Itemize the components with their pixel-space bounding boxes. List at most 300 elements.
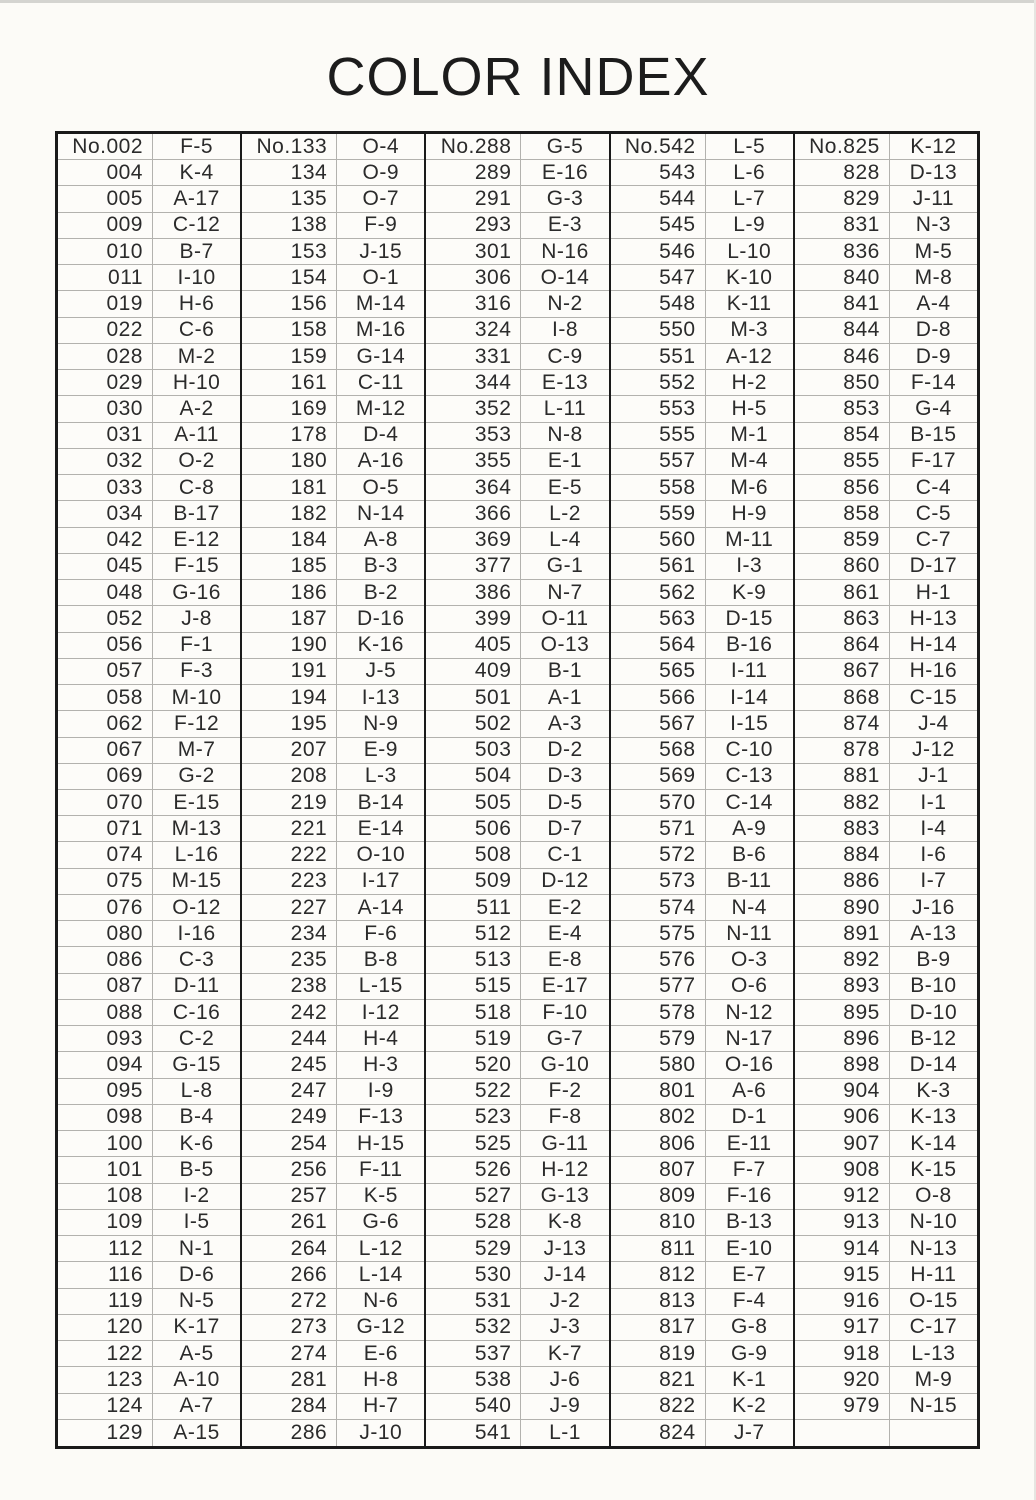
table-row bbox=[611, 738, 793, 764]
color-number: 811 bbox=[611, 1236, 706, 1261]
table-row bbox=[611, 1420, 793, 1446]
table-row bbox=[58, 790, 240, 816]
color-number: 087 bbox=[58, 974, 153, 999]
color-number: 101 bbox=[58, 1157, 153, 1182]
table-row bbox=[426, 1367, 608, 1393]
table-row bbox=[611, 423, 793, 449]
index-column-1 bbox=[58, 134, 242, 1446]
color-number: 120 bbox=[58, 1315, 153, 1340]
color-number: 331 bbox=[426, 344, 521, 369]
color-number: 112 bbox=[58, 1236, 153, 1261]
color-number: 918 bbox=[795, 1341, 890, 1366]
color-number: 912 bbox=[795, 1184, 890, 1209]
color-number: 916 bbox=[795, 1289, 890, 1314]
table-row bbox=[426, 370, 608, 396]
grid-code: B-12 bbox=[910, 1026, 957, 1050]
table-row bbox=[426, 265, 608, 291]
table-row bbox=[58, 580, 240, 606]
grid-code: B-3 bbox=[363, 554, 398, 578]
color-number: 878 bbox=[795, 738, 890, 763]
color-number: 186 bbox=[242, 580, 337, 605]
table-row bbox=[795, 842, 977, 868]
color-number: 572 bbox=[611, 842, 706, 867]
grid-code: K-12 bbox=[910, 134, 957, 158]
grid-code: A-10 bbox=[173, 1367, 220, 1391]
color-number: 564 bbox=[611, 633, 706, 658]
grid-code: K-3 bbox=[916, 1079, 951, 1103]
table-row bbox=[611, 659, 793, 685]
grid-code: K-7 bbox=[547, 1341, 583, 1365]
grid-code: B-9 bbox=[916, 948, 951, 972]
table-row bbox=[611, 239, 793, 265]
color-number: 867 bbox=[795, 659, 890, 684]
grid-code: G-2 bbox=[178, 764, 215, 788]
table-row bbox=[611, 160, 793, 186]
grid-code: D-15 bbox=[725, 606, 773, 630]
grid-code: L-9 bbox=[733, 213, 766, 237]
table-row bbox=[426, 501, 608, 527]
color-number: 544 bbox=[611, 186, 706, 211]
color-number: 057 bbox=[58, 659, 153, 684]
table-row bbox=[58, 738, 240, 764]
color-number: 108 bbox=[58, 1184, 153, 1209]
table-row bbox=[795, 790, 977, 816]
color-number: 256 bbox=[242, 1157, 337, 1182]
table-row bbox=[611, 449, 793, 475]
color-number: 522 bbox=[426, 1079, 521, 1104]
grid-code: L-1 bbox=[549, 1420, 581, 1444]
table-row bbox=[242, 423, 424, 449]
grid-code: O-6 bbox=[730, 974, 768, 998]
grid-code: A-12 bbox=[726, 344, 773, 368]
grid-code: L-15 bbox=[358, 974, 403, 998]
table-row bbox=[611, 711, 793, 737]
color-number: 874 bbox=[795, 711, 890, 736]
grid-code: J-10 bbox=[359, 1420, 403, 1444]
table-row bbox=[611, 134, 793, 160]
grid-code: N-5 bbox=[178, 1289, 215, 1313]
grid-code: H-1 bbox=[915, 580, 952, 604]
grid-code: D-17 bbox=[909, 554, 958, 578]
table-row bbox=[795, 895, 977, 921]
table-row bbox=[58, 1289, 240, 1315]
table-row bbox=[242, 580, 424, 606]
table-row bbox=[426, 1000, 608, 1026]
color-number: 546 bbox=[611, 239, 706, 264]
grid-code: M-11 bbox=[725, 528, 774, 552]
grid-code: B-4 bbox=[179, 1105, 214, 1129]
grid-code: O-2 bbox=[178, 449, 215, 473]
color-number: 180 bbox=[242, 449, 337, 474]
table-row bbox=[426, 396, 608, 422]
color-number: 545 bbox=[611, 213, 706, 238]
grid-code: B-15 bbox=[910, 423, 957, 447]
table-row bbox=[242, 1289, 424, 1315]
grid-code: E-10 bbox=[726, 1236, 773, 1260]
table-row bbox=[58, 842, 240, 868]
grid-code: L-11 bbox=[543, 397, 587, 420]
color-number: 029 bbox=[58, 370, 153, 395]
grid-code: K-2 bbox=[732, 1394, 767, 1418]
grid-code: L-14 bbox=[358, 1262, 403, 1286]
color-number: 052 bbox=[58, 606, 153, 631]
color-number: 070 bbox=[58, 790, 153, 815]
color-number: 550 bbox=[611, 318, 706, 343]
color-number: 506 bbox=[426, 816, 521, 841]
grid-code: A-17 bbox=[173, 187, 220, 211]
color-number: 161 bbox=[242, 370, 337, 395]
grid-code: A-6 bbox=[732, 1079, 767, 1103]
table-row bbox=[58, 265, 240, 291]
table-row bbox=[611, 1131, 793, 1157]
color-number: 098 bbox=[58, 1105, 153, 1130]
grid-code: F-16 bbox=[726, 1184, 772, 1208]
table-row bbox=[426, 842, 608, 868]
table-row bbox=[426, 1131, 608, 1157]
table-row bbox=[242, 554, 424, 580]
grid-code: J-15 bbox=[359, 239, 403, 263]
grid-code: B-14 bbox=[357, 790, 404, 814]
color-number: 858 bbox=[795, 501, 890, 526]
color-number: 531 bbox=[426, 1289, 521, 1314]
grid-code: M-14 bbox=[355, 292, 406, 316]
grid-code: A-15 bbox=[173, 1420, 220, 1444]
color-number: 895 bbox=[795, 1000, 890, 1025]
color-number: 238 bbox=[242, 974, 337, 999]
table-row bbox=[611, 265, 793, 291]
color-number: 221 bbox=[242, 816, 337, 841]
color-number: 532 bbox=[426, 1315, 521, 1340]
grid-code: B-16 bbox=[726, 633, 773, 657]
table-row bbox=[795, 738, 977, 764]
grid-code: K-15 bbox=[910, 1157, 957, 1181]
grid-code: F-6 bbox=[364, 921, 398, 945]
grid-code: O-16 bbox=[724, 1053, 774, 1076]
grid-code: H-16 bbox=[909, 659, 958, 683]
grid-code: L-10 bbox=[727, 239, 772, 263]
grid-code: H-5 bbox=[731, 397, 767, 420]
color-number: 019 bbox=[58, 291, 153, 316]
grid-code: K-9 bbox=[732, 580, 767, 604]
table-row bbox=[58, 1026, 240, 1052]
grid-code: D-16 bbox=[357, 606, 405, 630]
table-row bbox=[795, 528, 977, 554]
table-row bbox=[426, 423, 608, 449]
color-number: 512 bbox=[426, 921, 521, 946]
table-row bbox=[58, 291, 240, 317]
color-number: 817 bbox=[611, 1315, 706, 1340]
table-row bbox=[795, 711, 977, 737]
color-number: 860 bbox=[795, 554, 890, 579]
table-row bbox=[426, 659, 608, 685]
table-row bbox=[426, 449, 608, 475]
color-number: 841 bbox=[795, 291, 890, 316]
grid-code: M-16 bbox=[355, 318, 406, 342]
table-row bbox=[611, 1262, 793, 1288]
table-row bbox=[426, 869, 608, 895]
color-number: 886 bbox=[795, 869, 890, 894]
color-number: 864 bbox=[795, 633, 890, 658]
table-row bbox=[58, 239, 240, 265]
grid-code: N-8 bbox=[547, 423, 583, 447]
grid-code: A-8 bbox=[363, 528, 398, 552]
grid-code: G-13 bbox=[540, 1184, 590, 1208]
color-number bbox=[795, 1420, 890, 1446]
table-row bbox=[611, 186, 793, 212]
scan-edge-top bbox=[0, 0, 1036, 3]
color-number: 566 bbox=[611, 685, 706, 710]
color-number: 822 bbox=[611, 1394, 706, 1419]
table-row bbox=[242, 501, 424, 527]
table-row bbox=[795, 1420, 977, 1446]
color-number: 509 bbox=[426, 869, 521, 894]
table-row bbox=[611, 291, 793, 317]
color-number: 571 bbox=[611, 816, 706, 841]
grid-code: I-16 bbox=[177, 921, 216, 945]
table-row bbox=[611, 685, 793, 711]
table-row bbox=[795, 1052, 977, 1078]
grid-code: A-1 bbox=[547, 685, 583, 709]
color-number: 563 bbox=[611, 606, 706, 631]
table-row bbox=[611, 816, 793, 842]
table-row bbox=[611, 974, 793, 1000]
color-number: 184 bbox=[242, 528, 337, 553]
color-number: 272 bbox=[242, 1289, 337, 1314]
table-row bbox=[426, 685, 608, 711]
color-number: 274 bbox=[242, 1341, 337, 1366]
color-number: 254 bbox=[242, 1131, 337, 1156]
grid-code: D-5 bbox=[547, 790, 583, 814]
table-row bbox=[795, 1236, 977, 1262]
grid-code: I-12 bbox=[361, 1000, 400, 1024]
table-row bbox=[242, 1210, 424, 1236]
grid-code: N-13 bbox=[909, 1236, 958, 1260]
grid-code bbox=[890, 1420, 977, 1446]
table-row bbox=[611, 318, 793, 344]
table-row bbox=[242, 318, 424, 344]
table-row bbox=[611, 1157, 793, 1183]
color-number: 537 bbox=[426, 1341, 521, 1366]
grid-code: I-1 bbox=[920, 790, 947, 814]
color-number: 513 bbox=[426, 947, 521, 972]
table-row bbox=[795, 1157, 977, 1183]
color-number: 518 bbox=[426, 1000, 521, 1025]
grid-code: G-1 bbox=[546, 554, 584, 578]
grid-code: G-3 bbox=[546, 187, 584, 211]
grid-code: C-9 bbox=[547, 344, 583, 368]
color-number: 169 bbox=[242, 396, 337, 421]
table-row bbox=[242, 449, 424, 475]
grid-code: E-8 bbox=[547, 948, 583, 972]
table-row bbox=[611, 370, 793, 396]
index-column-2 bbox=[242, 134, 426, 1446]
color-number: 893 bbox=[795, 974, 890, 999]
color-number: 138 bbox=[242, 213, 337, 238]
color-number: 501 bbox=[426, 685, 521, 710]
color-number: 010 bbox=[58, 239, 153, 264]
grid-code: O-3 bbox=[730, 948, 768, 972]
color-number: 892 bbox=[795, 947, 890, 972]
color-number: 511 bbox=[426, 895, 521, 920]
grid-code: O-8 bbox=[915, 1184, 952, 1208]
grid-code: N-3 bbox=[915, 213, 952, 237]
grid-code: H-15 bbox=[357, 1131, 405, 1155]
grid-code: D-11 bbox=[173, 974, 220, 998]
table-row bbox=[426, 1262, 608, 1288]
color-number: 577 bbox=[611, 974, 706, 999]
grid-code: C-13 bbox=[725, 764, 773, 788]
grid-code: L-6 bbox=[733, 160, 766, 184]
table-row bbox=[242, 633, 424, 659]
table-row bbox=[242, 160, 424, 186]
table-row bbox=[611, 764, 793, 790]
table-row bbox=[426, 186, 608, 212]
grid-code: F-11 bbox=[358, 1157, 403, 1181]
grid-code: J-11 bbox=[912, 187, 955, 211]
table-row bbox=[58, 1262, 240, 1288]
color-number: 856 bbox=[795, 475, 890, 500]
color-number: 580 bbox=[611, 1052, 706, 1077]
grid-code: L-7 bbox=[733, 187, 766, 211]
color-number: 573 bbox=[611, 869, 706, 894]
table-row bbox=[242, 1315, 424, 1341]
table-row bbox=[611, 921, 793, 947]
table-row bbox=[426, 160, 608, 186]
table-row bbox=[426, 790, 608, 816]
grid-code: E-3 bbox=[547, 213, 583, 237]
grid-code: E-9 bbox=[363, 738, 398, 762]
color-number: 861 bbox=[795, 580, 890, 605]
table-row bbox=[426, 1289, 608, 1315]
color-number: 095 bbox=[58, 1079, 153, 1104]
color-number: 088 bbox=[58, 1000, 153, 1025]
grid-code: N-15 bbox=[909, 1394, 958, 1418]
color-number: 409 bbox=[426, 659, 521, 684]
grid-code: M-5 bbox=[914, 239, 953, 263]
color-number: 551 bbox=[611, 344, 706, 369]
grid-code: J-2 bbox=[549, 1289, 581, 1313]
color-number: 565 bbox=[611, 659, 706, 684]
table-row bbox=[611, 842, 793, 868]
color-number: 515 bbox=[426, 974, 521, 999]
color-number: 543 bbox=[611, 160, 706, 185]
color-number: 568 bbox=[611, 738, 706, 763]
grid-code: H-10 bbox=[172, 370, 221, 394]
grid-code: F-8 bbox=[548, 1105, 582, 1129]
grid-code: F-12 bbox=[174, 711, 220, 735]
grid-code: H-13 bbox=[909, 606, 958, 630]
grid-code: M-8 bbox=[914, 265, 953, 289]
grid-code: N-11 bbox=[726, 921, 773, 945]
color-number: 031 bbox=[58, 423, 153, 448]
table-row bbox=[795, 816, 977, 842]
table-row bbox=[426, 711, 608, 737]
grid-code: C-2 bbox=[178, 1026, 215, 1050]
color-index-table bbox=[55, 131, 980, 1449]
table-row bbox=[58, 1315, 240, 1341]
color-number: 324 bbox=[426, 318, 521, 343]
grid-code: M-12 bbox=[355, 397, 406, 420]
grid-code: I-11 bbox=[730, 659, 768, 683]
color-number: 854 bbox=[795, 423, 890, 448]
color-number: 850 bbox=[795, 370, 890, 395]
table-row bbox=[242, 475, 424, 501]
table-row bbox=[242, 1000, 424, 1026]
color-number: 227 bbox=[242, 895, 337, 920]
grid-code: J-9 bbox=[549, 1394, 581, 1418]
grid-code: N-12 bbox=[725, 1000, 773, 1024]
grid-code: O-14 bbox=[540, 265, 590, 289]
grid-code: H-12 bbox=[541, 1157, 589, 1181]
table-row bbox=[58, 685, 240, 711]
grid-code: B-6 bbox=[732, 843, 767, 867]
table-row bbox=[58, 659, 240, 685]
grid-code: N-14 bbox=[357, 501, 405, 525]
table-row bbox=[242, 1236, 424, 1262]
color-number: 840 bbox=[795, 265, 890, 290]
color-number: 891 bbox=[795, 921, 890, 946]
table-row bbox=[611, 947, 793, 973]
grid-code: G-6 bbox=[362, 1210, 400, 1234]
table-row bbox=[426, 1079, 608, 1105]
table-row bbox=[242, 1157, 424, 1183]
table-row bbox=[58, 606, 240, 632]
table-row bbox=[58, 1184, 240, 1210]
grid-code: I-2 bbox=[183, 1184, 210, 1208]
table-row bbox=[58, 1079, 240, 1105]
grid-code: G-14 bbox=[356, 344, 406, 368]
color-number: 244 bbox=[242, 1026, 337, 1051]
grid-code: H-11 bbox=[910, 1262, 957, 1286]
grid-code: O-1 bbox=[362, 265, 400, 289]
table-row bbox=[58, 1052, 240, 1078]
color-number: 249 bbox=[242, 1105, 337, 1130]
color-number: 355 bbox=[426, 449, 521, 474]
color-number: 286 bbox=[242, 1420, 337, 1446]
grid-code: A-3 bbox=[547, 711, 583, 735]
table-row bbox=[242, 738, 424, 764]
grid-code: C-14 bbox=[725, 790, 773, 814]
color-number: 561 bbox=[611, 554, 706, 579]
color-number: No.002 bbox=[58, 134, 153, 159]
grid-code: O-12 bbox=[172, 895, 221, 919]
color-number: 538 bbox=[426, 1367, 521, 1392]
grid-code: M-13 bbox=[171, 816, 222, 840]
grid-code: E-7 bbox=[732, 1262, 767, 1286]
grid-code: G-12 bbox=[356, 1315, 406, 1339]
color-number: 541 bbox=[426, 1420, 521, 1446]
grid-code: A-7 bbox=[179, 1394, 214, 1418]
table-row bbox=[611, 580, 793, 606]
color-number: 555 bbox=[611, 423, 706, 448]
table-row bbox=[58, 764, 240, 790]
grid-code: J-1 bbox=[918, 764, 949, 788]
color-number: 289 bbox=[426, 160, 521, 185]
grid-code: H-6 bbox=[178, 292, 215, 316]
grid-code: F-13 bbox=[358, 1105, 404, 1129]
color-number: 235 bbox=[242, 947, 337, 972]
color-number: 570 bbox=[611, 790, 706, 815]
color-number: 366 bbox=[426, 501, 521, 526]
table-row bbox=[242, 842, 424, 868]
table-row bbox=[242, 947, 424, 973]
grid-code: F-1 bbox=[180, 633, 214, 657]
grid-code: I-6 bbox=[920, 843, 947, 867]
table-row bbox=[426, 134, 608, 160]
color-number: 526 bbox=[426, 1157, 521, 1182]
grid-code: O-11 bbox=[541, 606, 589, 630]
table-row bbox=[58, 711, 240, 737]
